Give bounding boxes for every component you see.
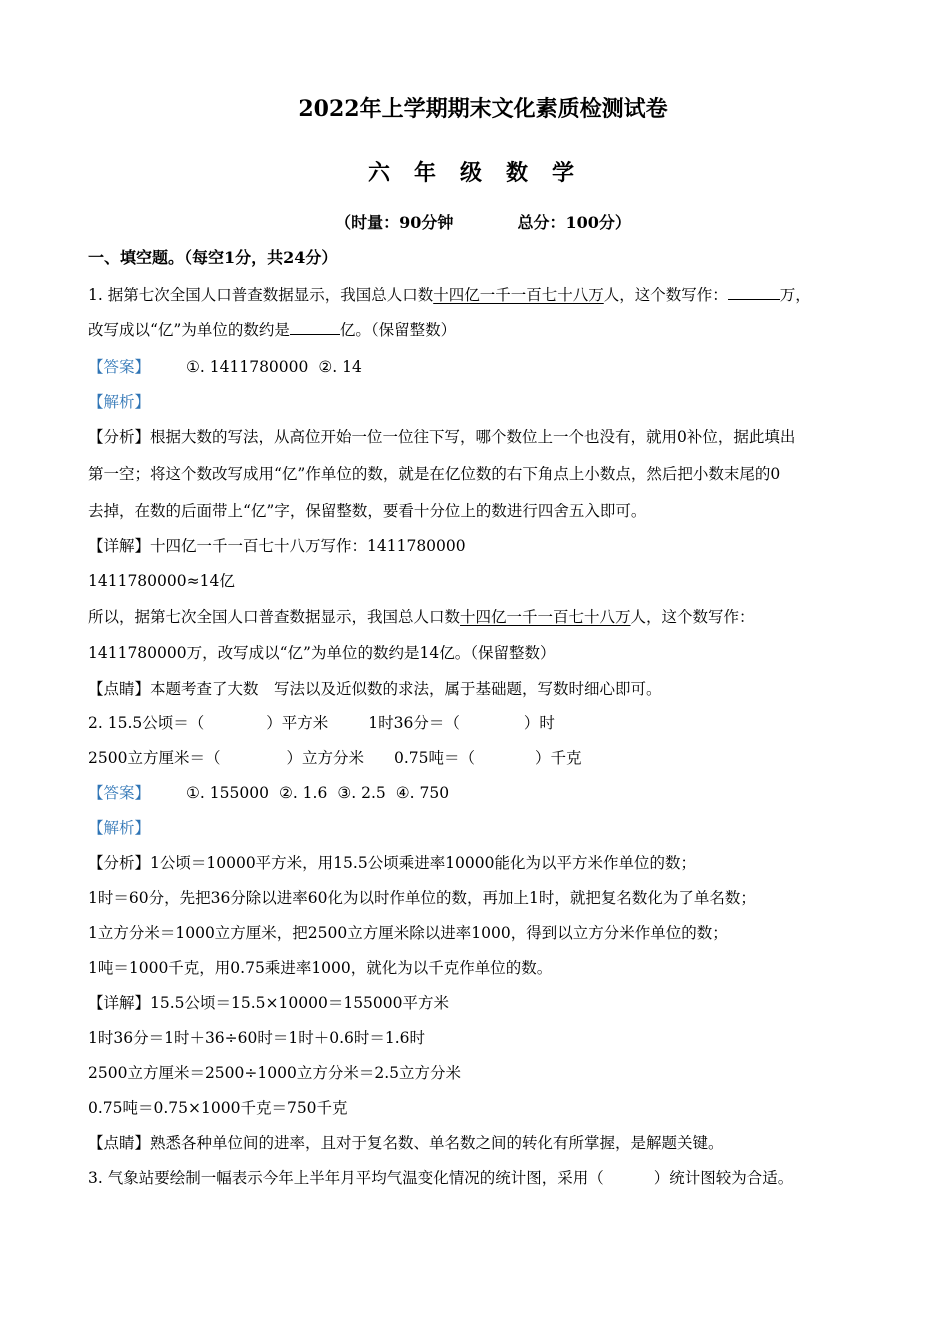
q2-answer: 【答案】 ①. 155000 ②. 1.6 ③. 2.5 ④. 750 (88, 784, 450, 802)
q1-xiangjie-line2: 1411780000≈14亿 (88, 572, 235, 590)
q1-xiangjie-line3: 所以，据第七次全国人口普查数据显示，我国总人口数十四亿一千一百七十八万人，这个数写作： (88, 608, 755, 626)
q3-stem: 3. 气象站要绘制一幅表示今年上半年月平均气温变化情况的统计图，采用（ ）统计图较为合适。 (88, 1169, 794, 1187)
q1-xiangjie-line1: 【详解】十四亿一千一百七十八万写作：1411780000 (88, 537, 466, 555)
q2-fenxi-line1: 【分析】1公顷＝10000平方米，用15.5公顷乘进率10000能化为以平方米作单位的数； (88, 854, 697, 872)
q1-dianjing: 【点睛】本题考查了大数 写法以及近似数的求法，属于基础题，写数时细心即可。 (88, 680, 662, 698)
q1-blank-2 (290, 320, 340, 335)
q2-jiexi-tag: 【解析】 (88, 819, 151, 837)
q1-stem-line2: 改写成以“亿”为单位的数约是 亿。（保留整数） (88, 321, 457, 339)
section-heading: 一、填空题。（每空1分，共24分） (88, 248, 338, 267)
q2-xiangjie-line3: 2500立方厘米＝2500÷1000立方分米＝2.5立方分米 (88, 1064, 461, 1082)
q2-xiangjie-line2: 1时36分＝1时＋36÷60时＝1时＋0.6时＝1.6时 (88, 1029, 426, 1047)
q1-stem-line1: 1. 据第七次全国人口普查数据显示，我国总人口数十四亿一千一百七十八万人，这个数写作： 万， (88, 286, 811, 304)
q2-stem-line1: 2. 15.5公顷＝（ ）平方米 1时36分＝（ ）时 (88, 714, 555, 732)
q2-fenxi-line4: 1吨＝1000千克，用0.75乘进率1000，就化为以千克作单位的数。 (88, 959, 553, 977)
q1-blank-1 (728, 285, 780, 300)
q2-xiangjie-line1: 【详解】15.5公顷＝15.5×10000＝155000平方米 (88, 994, 450, 1012)
q1-fenxi-line3: 去掉，在数的后面带上“亿”字，保留整数，要看十分位上的数进行四舍五入即可。 (88, 502, 647, 520)
q1-jiexi-tag: 【解析】 (88, 393, 151, 411)
exam-meta (88, 210, 878, 233)
answer-tag: 【答案】 (88, 358, 151, 376)
answer-tag: 【答案】 (88, 784, 151, 802)
q1-underlined-number: 十四亿一千一百七十八万 (433, 286, 604, 304)
q2-fenxi-line2: 1时＝60分，先把36分除以进率60化为以时作单位的数，再加上1时，就把复名数化为了单名数； (88, 889, 756, 907)
q2-xiangjie-line4: 0.75吨＝0.75×1000千克＝750千克 (88, 1099, 348, 1117)
exam-title: 2022年上学期期末文化素质检测试卷 (298, 96, 668, 122)
exam-score: 总分：100分） (517, 213, 631, 232)
q2-fenxi-line3: 1立方分米＝1000立方厘米，把2500立方厘米除以进率1000，得到以立方分米作单位的数； (88, 924, 728, 942)
q1-xiangjie-line4: 1411780000万，改写成以“亿”为单位的数约是14亿。（保留整数） (88, 644, 556, 662)
q1-fenxi-line1: 【分析】根据大数的写法，从高位开始一位一位往下写，哪个数位上一个也没有，就用0补位，据此填出 (88, 428, 796, 446)
q1-answer: 【答案】 ①. 1411780000 ②. 14 (88, 358, 362, 376)
exam-time: （时量：90分钟 (335, 213, 454, 232)
q2-dianjing: 【点睛】熟悉各种单位间的进率，且对于复名数、单名数之间的转化有所掌握，是解题关键。 (88, 1134, 724, 1152)
q1-fenxi-line2: 第一空；将这个数改写成用“亿”作单位的数，就是在亿位数的右下角点上小数点，然后把小数末尾的0 (88, 465, 781, 483)
exam-subject: 六年级数学 (367, 160, 598, 186)
q2-stem-line2: 2500立方厘米＝（ ）立方分米 0.75吨＝（ ）千克 (88, 749, 582, 767)
